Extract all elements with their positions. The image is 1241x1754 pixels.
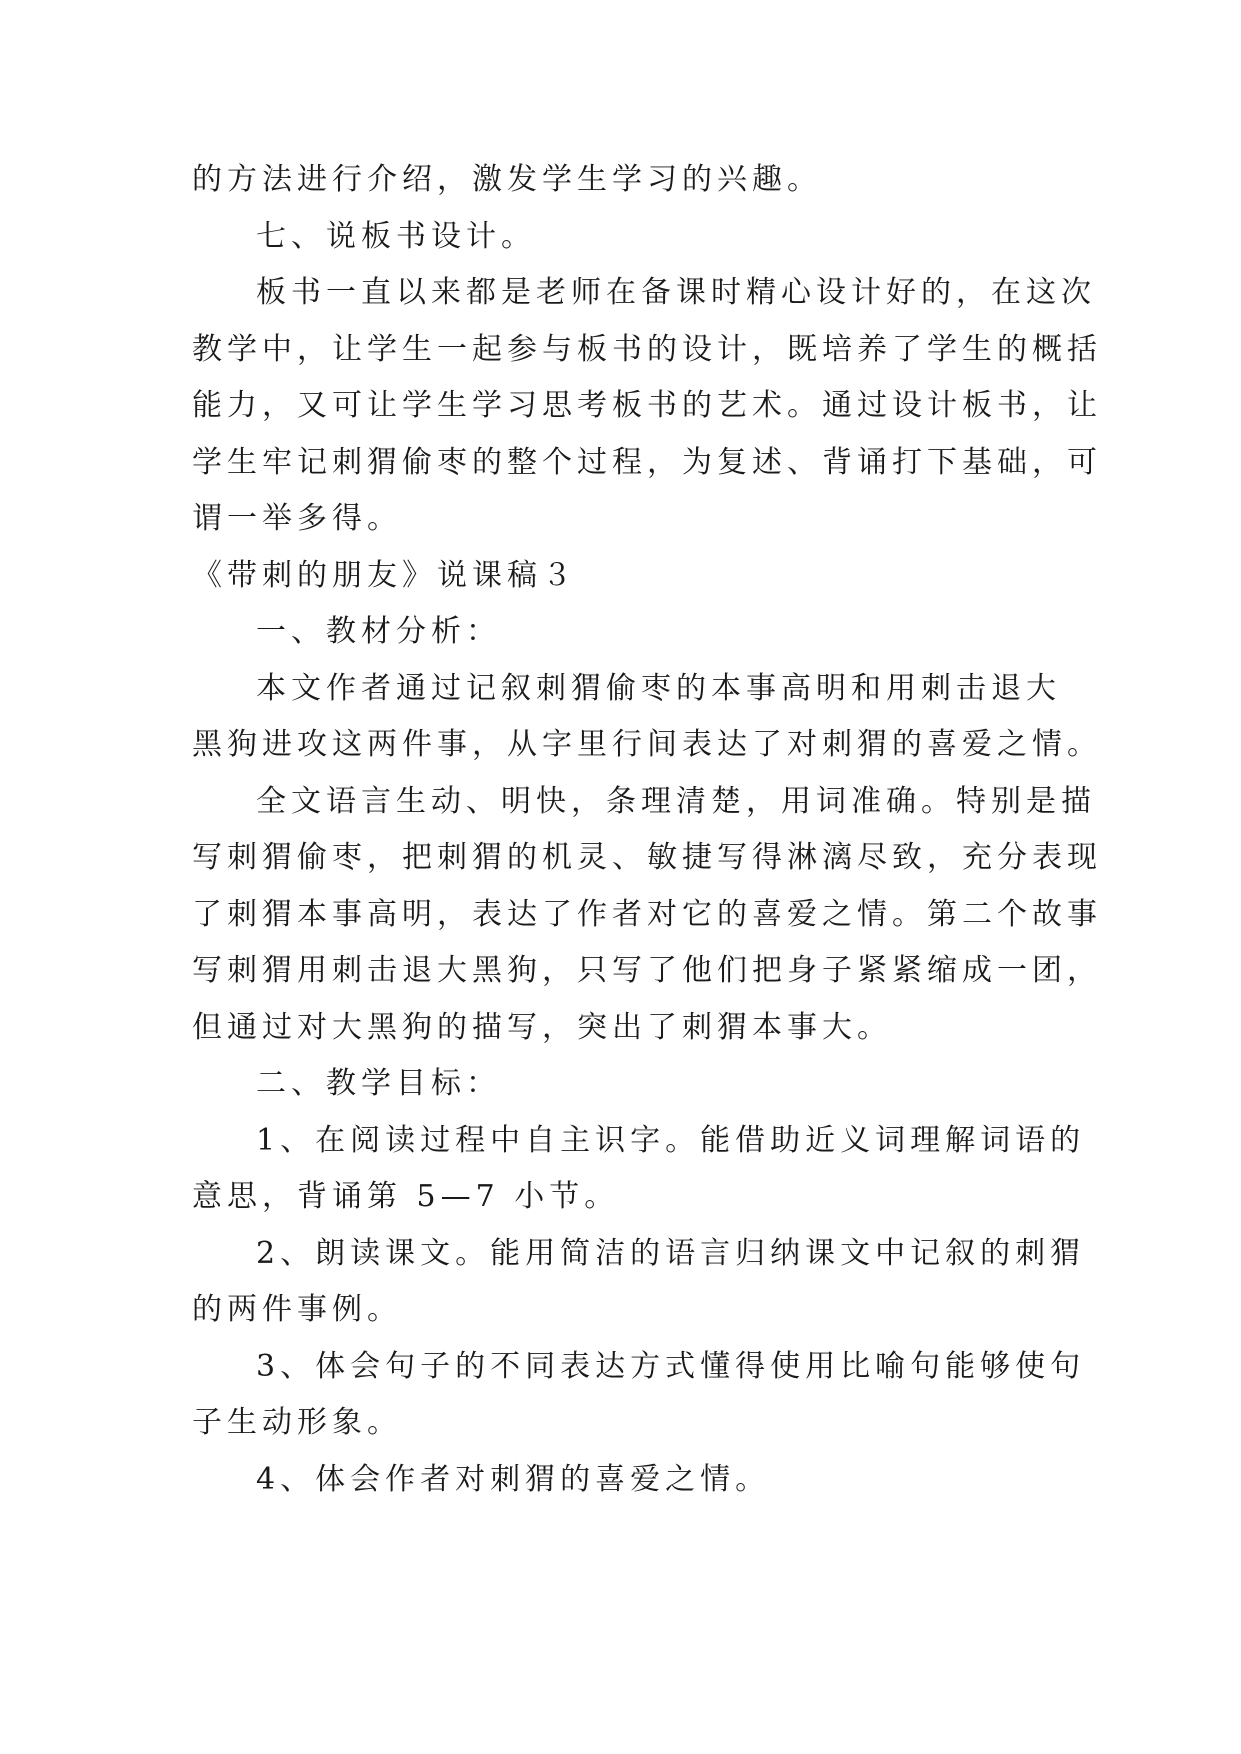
text-line: 黑狗进攻这两件事，从字里行间表达了对刺猬的喜爱之情。 xyxy=(192,727,1102,762)
text-line: 2、朗读课文。能用简洁的语言归纳课文中记叙的刺猬 xyxy=(256,1235,1086,1271)
text-line: 二、教学目标： xyxy=(256,1066,501,1101)
text-line: 本文作者通过记叙刺猬偷枣的本事高明和用刺击退大 xyxy=(256,670,1061,706)
text-line: 1、在阅读过程中自主识字。能借助近义词理解词语的 xyxy=(256,1122,1086,1158)
text-line: 3、体会句子的不同表达方式懂得使用比喻句能够使句 xyxy=(256,1348,1086,1384)
text-line: 一、教材分析： xyxy=(256,614,501,649)
text-line: 4、体会作者对刺猬的喜爱之情。 xyxy=(256,1461,771,1497)
document-body xyxy=(192,152,1102,1508)
text-line: 但通过对大黑狗的描写，突出了刺猬本事大。 xyxy=(192,1009,892,1045)
text-line: 意思，背诵第 5—7 小节。 xyxy=(192,1179,620,1214)
text-line: 写刺猬偷枣，把刺猬的机灵、敏捷写得淋漓尽致，充分表现 xyxy=(192,840,1102,875)
text-line: 《带刺的朋友》说课稿３ xyxy=(192,557,577,593)
text-line: 的方法进行介绍，激发学生学习的兴趣。 xyxy=(192,162,822,197)
text-line: 板书一直以来都是老师在备课时精心设计好的，在这次 xyxy=(256,275,1096,310)
text-line: 教学中，让学生一起参与板书的设计，既培养了学生的概括 xyxy=(192,331,1102,367)
text-line: 学生牢记刺猬偷枣的整个过程，为复述、背诵打下基础，可 xyxy=(192,444,1102,480)
text-line: 了刺猬本事高明，表达了作者对它的喜爱之情。第二个故事 xyxy=(192,896,1102,932)
text-line: 的两件事例。 xyxy=(192,1292,402,1327)
text-line: 子生动形象。 xyxy=(192,1405,402,1440)
text-line: 谓一举多得。 xyxy=(192,501,402,536)
text-line: 写刺猬用刺击退大黑狗，只写了他们把身子紧紧缩成一团， xyxy=(192,953,1102,988)
text-line: 能力，又可让学生学习思考板书的艺术。通过设计板书，让 xyxy=(192,388,1102,423)
text-line: 全文语言生动、明快，条理清楚，用词准确。特别是描 xyxy=(256,783,1096,819)
text-line: 七、说板书设计。 xyxy=(256,218,536,254)
